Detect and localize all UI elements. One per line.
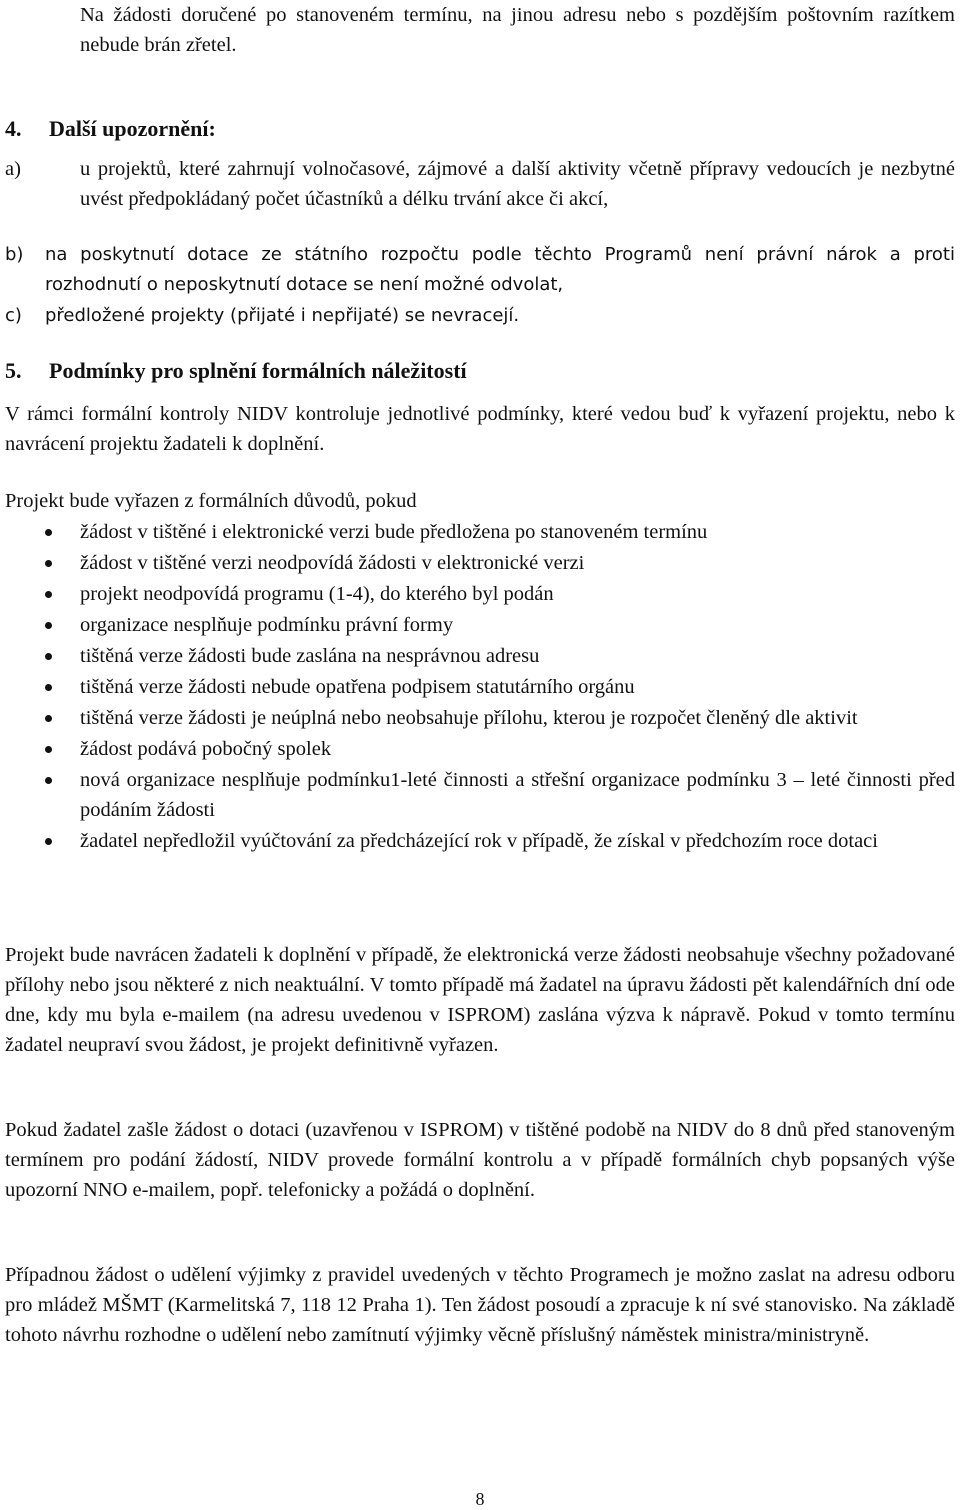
list-text-a: u projektů, které zahrnují volnočasové, zájmové a další aktivity včetně přípravy vedoucích je nezbytné uvést předpokládaný počet účastníků a délku trvání akce či akcí, — [80, 158, 955, 210]
exclusion-lead: Projekt bude vyřazen z formálních důvodů, pokud — [5, 490, 417, 512]
bullet-icon — [45, 746, 52, 753]
section-5-number: 5. — [5, 358, 22, 383]
list-label-a: a) — [5, 158, 21, 180]
list-item: tištěná verze žádosti nebude opatřena podpisem statutárního orgánu — [5, 672, 955, 702]
section-5-title: Podmínky pro splnění formálních náležitostí — [49, 358, 467, 383]
list-item: organizace nesplňuje podmínku právní formy — [5, 610, 955, 640]
list-item: nová organizace nesplňuje podmínku1-leté činnosti a střešní organizace podmínku 3 – leté činnosti před podáním žádosti — [5, 765, 955, 825]
list-item: žádost v tištěné verzi neodpovídá žádosti v elektronické verzi — [5, 548, 955, 578]
early-submission-paragraph: Pokud žadatel zašle žádost o dotaci (uzavřenou v ISPROM) v tištěné podobě na NIDV do 8 dnů před stanoveným termínem pro podání žádostí, NIDV provede formální kontrolu a v případě formálních chyb popsaných výše upozorní NNO e-mailem, popř. telefonicky a požádá o doplnění. — [5, 1119, 955, 1201]
list-item: žadatel nepředložil vyúčtování za předcházející rok v případě, že získal v předchozím roce dotaci — [5, 826, 955, 856]
list-item-a — [5, 154, 955, 214]
bullet-icon — [45, 653, 52, 660]
section-5-heading — [5, 356, 955, 386]
return-paragraph: Projekt bude navrácen žadateli k doplnění v případě, že elektronická verze žádosti neobsahuje všechny požadované přílohy nebo jsou některé z nich neaktuální. V tomto případě má žadatel na úpravu žádosti pět kalendářních dní ode dne, kdy mu byla e-mailem (na adresu uvedenou v ISPROM) zaslána výzva k nápravě. Pokud v tomto termínu žadatel neupraví svou žádost, je projekt definitivně vyřazen. — [5, 944, 955, 1056]
section-4-title: Další upozornění: — [49, 116, 216, 141]
bullet-icon — [45, 684, 52, 691]
list-item: projekt neodpovídá programu (1-4), do kterého byl podán — [5, 579, 955, 609]
list-label-c: c) — [5, 305, 22, 326]
bullet-icon — [45, 622, 52, 629]
list-item-c — [5, 301, 955, 331]
bullet-icon — [45, 560, 52, 567]
section-5-intro: V rámci formální kontroly NIDV kontroluje jednotlivé podmínky, které vedou buď k vyřazení projektu, nebo k navrácení projektu žadateli k doplnění. — [5, 403, 955, 455]
list-text-b: na poskytnutí dotace ze státního rozpočtu podle těchto Programů není právní nárok a proti rozhodnutí o neposkytnutí dotace se není možné odvolat, — [45, 244, 955, 295]
section-4-heading — [5, 114, 955, 144]
list-item-b — [5, 240, 955, 300]
list-text-c: předložené projekty (přijaté i nepřijaté) se nevracejí. — [45, 305, 520, 326]
list-item: tištěná verze žádosti je neúplná nebo neobsahuje přílohu, kterou je rozpočet členěný dle aktivit — [5, 703, 955, 733]
list-item: tištěná verze žádosti bude zaslána na nesprávnou adresu — [5, 641, 955, 671]
exclusion-list — [5, 517, 955, 857]
list-item: žádost v tištěné i elektronické verzi bude předložena po stanoveném termínu — [5, 517, 955, 547]
section-4-number: 4. — [5, 116, 22, 141]
intro-paragraph: Na žádosti doručené po stanoveném termínu, na jinou adresu nebo s pozdějším poštovním razítkem nebude brán zřetel. — [80, 4, 955, 56]
bullet-icon — [45, 777, 52, 784]
bullet-icon — [45, 715, 52, 722]
list-item: žádost podává pobočný spolek — [5, 734, 955, 764]
list-label-b: b) — [5, 244, 24, 265]
bullet-icon — [45, 591, 52, 598]
bullet-icon — [45, 838, 52, 845]
page-number: 8 — [475, 1489, 485, 1509]
bullet-icon — [45, 529, 52, 536]
exception-paragraph: Případnou žádost o udělení výjimky z pravidel uvedených v těchto Programech je možno zaslat na adresu odboru pro mládež MŠMT (Karmelitská 7, 118 12 Praha 1). Ten žádost posoudí a zpracuje k ní své stanovisko. Na základě tohoto návrhu rozhodne o udělení nebo zamítnutí výjimky věcně příslušný náměstek ministra/ministryně. — [5, 1264, 955, 1346]
